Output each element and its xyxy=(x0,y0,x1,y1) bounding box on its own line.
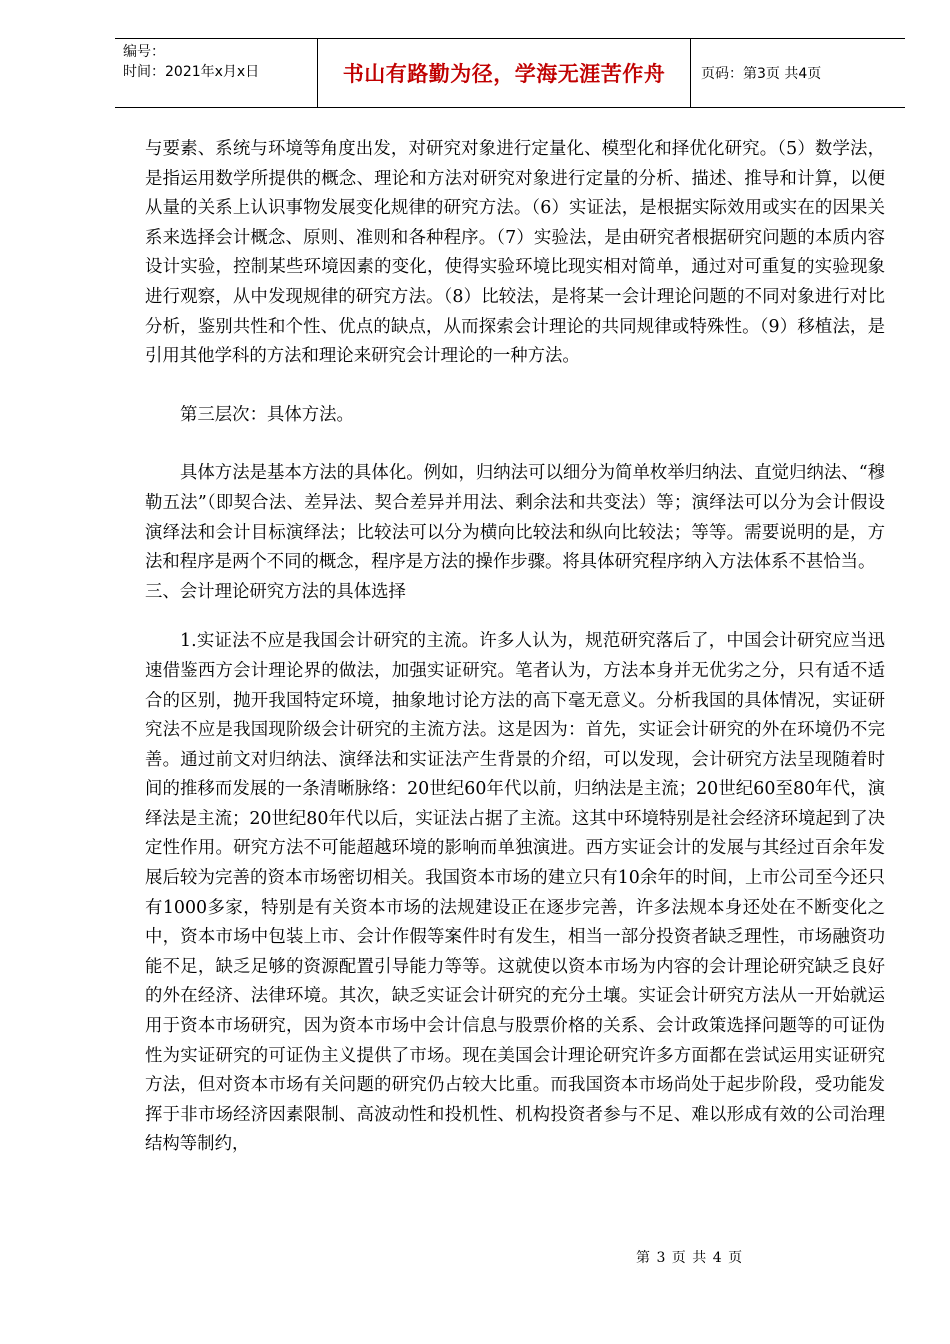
paragraph-empirical-method: 1.实证法不应是我国会计研究的主流。许多人认为，规范研究落后了，中国会计研究应当迅速借鉴西方会计理论界的做法，加强实证研究。笔者认为，方法本身并无优劣之分，只有适不适合的区别，抛开我国特定环境，抽象地讨论方法的高下毫无意义。分析我国的具体情况，实证研究法不应是我国现阶级会计研究的主流方法。这是因为：首先，实证会计研究的外在环境仍不完善。通过前文对归纳法、演绎法和实证法产生背景的介绍，可以发现，会计研究方法呈现随着时间的推移而发展的一条清晰脉络：20世纪60年代以前，归纳法是主流；20世纪60至80年代，演绎法是主流；20世纪80年代以后，实证法占据了主流。这其中环境特别是社会经济环境起到了决定性作用。研究方法不可能超越环境的影响而单独演进。西方实证会计的发展与其经过百余年发展后较为完善的资本市场密切相关。我国资本市场的建立只有10余年的时间，上市公司至今还只有1000多家，特别是有关资本市场的法规建设正在逐步完善，许多法规本身还处在不断变化之中，资本市场中包装上市、会计作假等案件时有发生，相当一部分投资者缺乏理性，市场融资功能不足，缺乏足够的资源配置引导能力等等。这就使以资本市场为内容的会计理论研究缺乏良好的外在经济、法律环境。其次，缺乏实证会计研究的充分土壤。实证会计研究方法从一开始就运用于资本市场研究，因为资本市场中会计信息与股票价格的关系、会计政策选择问题等的可证伪性为实证研究的可证伪主义提供了市场。现在美国会计理论研究许多方面都在尝试运用实证研究方法，但对资本市场有关问题的研究仍占较大比重。而我国资本市场尚处于起步阶段，受功能发挥于非市场经济因素限制、高波动性和投机性、机构投资者参与不足、难以形成有效的公司治理结构等制约， xyxy=(145,631,885,1155)
paragraph-third-level: 第三层次：具体方法。 xyxy=(180,404,354,425)
header-motto-cell xyxy=(317,39,691,107)
header-table xyxy=(115,38,905,108)
section-heading: 三、会计理论研究方法的具体选择 xyxy=(145,581,406,602)
motto-text: 书山有路勤为径，学海无涯苦作舟 xyxy=(342,61,666,86)
header-page-cell xyxy=(691,39,905,107)
header-left-cell xyxy=(115,39,317,107)
page-label: 页码：第3页 共4页 xyxy=(701,66,822,82)
document-body xyxy=(145,135,885,1160)
paragraph-methods-list: 与要素、系统与环境等角度出发，对研究对象进行定量化、模型化和择优化研究。（5）数学法，是指运用数学所提供的概念、理论和方法对研究对象进行定量的分析、描述、推导和计算，以便从量的关系上认识事物发展变化规律的研究方法。（6）实证法，是根据实际效用或实在的因果关系来选择会计概念、原则、准则和各种程序。（7）实验法，是由研究者根据研究问题的本质内容设计实验，控制某些环境因素的变化，使得实验环境比现实相对简单，通过对可重复的实验现象进行观察，从中发现规律的研究方法。（8）比较法，是将某一会计理论问题的不同对象进行对比分析，鉴别共性和个性、优点的缺点，从而探索会计理论的共同规律或特殊性。（9）移植法，是引用其他学科的方法和理论来研究会计理论的一种方法。 xyxy=(145,139,885,367)
time-label: 时间：2021年x月x日 xyxy=(123,64,260,80)
serial-label: 编号： xyxy=(123,44,165,60)
page-footer: 第 3 页 共 4 页 xyxy=(636,1250,744,1266)
paragraph-specific-methods: 具体方法是基本方法的具体化。例如，归纳法可以细分为简单枚举归纳法、直觉归纳法、“穆勒五法”（即契合法、差异法、契合差异并用法、剩余法和共变法）等；演绎法可以分为会计假设演绎法和会计目标演绎法；比较法可以分为横向比较法和纵向比较法；等等。需要说明的是，方法和程序是两个不同的概念，程序是方法的操作步骤。将具体研究程序纳入方法体系不甚恰当。 xyxy=(145,463,885,573)
